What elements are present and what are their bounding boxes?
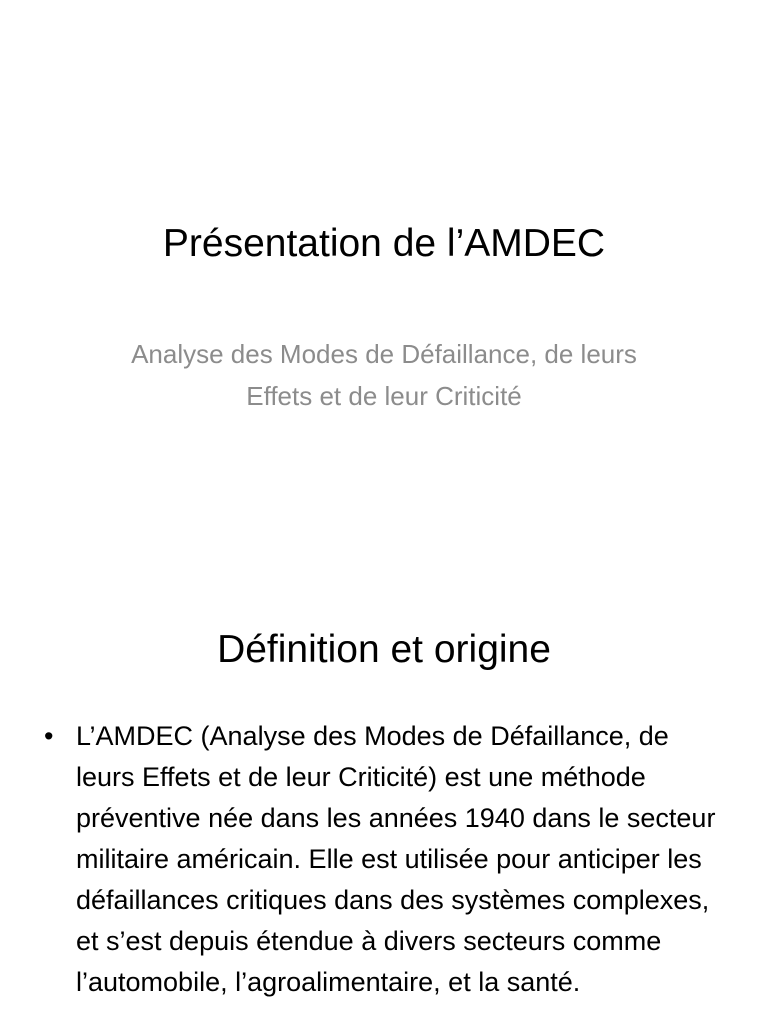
bullet-list	[40, 716, 730, 1003]
slide-title-heading: Présentation de l’AMDEC	[162, 222, 606, 265]
bullet-item	[40, 716, 730, 1003]
slide-definition-heading: Définition et origine	[217, 628, 551, 671]
bullet-dot-icon: •	[44, 721, 54, 751]
bullet-text: L’AMDEC (Analyse des Modes de Défaillance, de leurs Effets et de leur Criticité) est une méthode préventive née dans les années 1940 dans le secteur militaire américain. Elle est utilisée pour anticiper les défaillances critiques dans des systèmes complexes, et s’est depuis étendue à divers secteurs comme l’automobile, l’agroalimentaire, et la santé.	[76, 721, 716, 997]
slide-definition	[0, 576, 768, 1024]
slide-subtitle: Analyse des Modes de Défaillance, de leurs Effets et de leur Criticité	[131, 339, 637, 411]
